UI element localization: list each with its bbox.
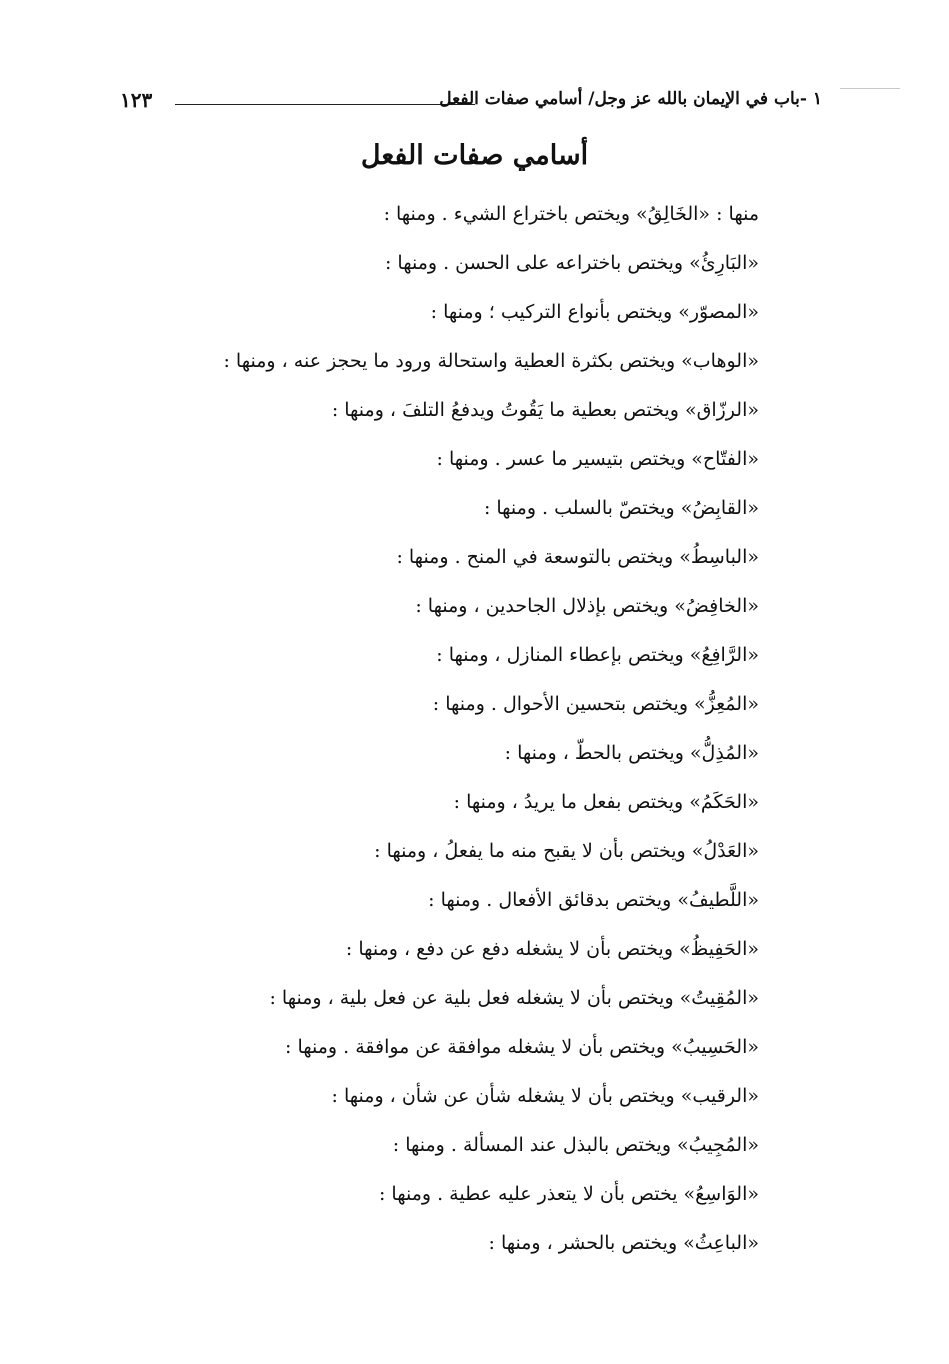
list-item: منها : «الخَالِقُ» ويختص باختراع الشيء . ومنها :	[383, 203, 759, 225]
list-item: «المُذِلُّ» ويختص بالحطّ ، ومنها :	[504, 742, 759, 764]
section-title-text: أسامي صفات الفعل	[360, 140, 589, 171]
list-item: «المصوّر» ويختص بأنواع التركيب ؛ ومنها :	[430, 301, 759, 323]
list-item: «القابِضُ» ويختصّ بالسلب . ومنها :	[483, 497, 759, 519]
list-item: «الخافِضُ» ويختص بإذلال الجاحدين ، ومنها :	[415, 595, 759, 617]
list-item: «الباعِثُ» ويختص بالحشر ، ومنها :	[488, 1232, 759, 1254]
list-item: «الحَسِيبُ» ويختص بأن لا يشغله موافقة عن موافقة . ومنها :	[285, 1036, 759, 1058]
list-item: «الحَكَمُ» ويختص بفعل ما يريدُ ، ومنها :	[453, 791, 759, 813]
list-item: «الفتّاح» ويختص بتيسير ما عسر . ومنها :	[436, 448, 759, 470]
list-item: «اللَّطيفُ» ويختص بدقائق الأفعال . ومنها :	[428, 889, 759, 911]
list-item: «الباسِطُ» ويختص بالتوسعة في المنح . ومنها :	[396, 546, 759, 568]
page-number: ١٢٣	[120, 88, 153, 112]
list-item: «الوهاب» ويختص بكثرة العطية واستحالة ورود ما يحجز عنه ، ومنها :	[223, 350, 759, 372]
corner-rule	[840, 88, 900, 89]
list-item: «الوَاسِعُ» يختص بأن لا يتعذر عليه عطية . ومنها :	[378, 1183, 759, 1205]
list-item: «المُقِيتُ» ويختص بأن لا يشغله فعل بلية عن فعل بلية ، ومنها :	[269, 987, 759, 1009]
running-header	[110, 88, 822, 118]
list-item: «الحَفِيظُ» ويختص بأن لا يشغله دفع عن دفع ، ومنها :	[345, 938, 759, 960]
list-item: «الرَّافِعُ» ويختص بإعطاء المنازل ، ومنها :	[436, 644, 759, 666]
list-item: «الرقيب» ويختص بأن لا يشغله شأن عن شأن ، ومنها :	[331, 1085, 759, 1107]
header-rule	[175, 104, 475, 105]
section-title	[0, 140, 949, 171]
list-item: «المُجِيبُ» ويختص بالبذل عند المسألة . ومنها :	[392, 1134, 759, 1156]
running-title: ١ -باب في الإيمان بالله عز وجل/ أسامي صفات الفعل	[439, 89, 822, 109]
list-item: «المُعِزُّ» ويختص بتحسين الأحوال . ومنها :	[432, 693, 759, 715]
list-item: «العَدْلُ» ويختص بأن لا يقبح منه ما يفعلُ ، ومنها :	[374, 840, 759, 862]
list-item: «الرزّاق» ويختص بعطية ما يَقُوتُ ويدفعُ التلفَ ، ومنها :	[331, 399, 759, 421]
list-item: «البَارِئُ» ويختص باختراعه على الحسن . ومنها :	[384, 252, 759, 274]
names-list	[119, 194, 759, 1272]
